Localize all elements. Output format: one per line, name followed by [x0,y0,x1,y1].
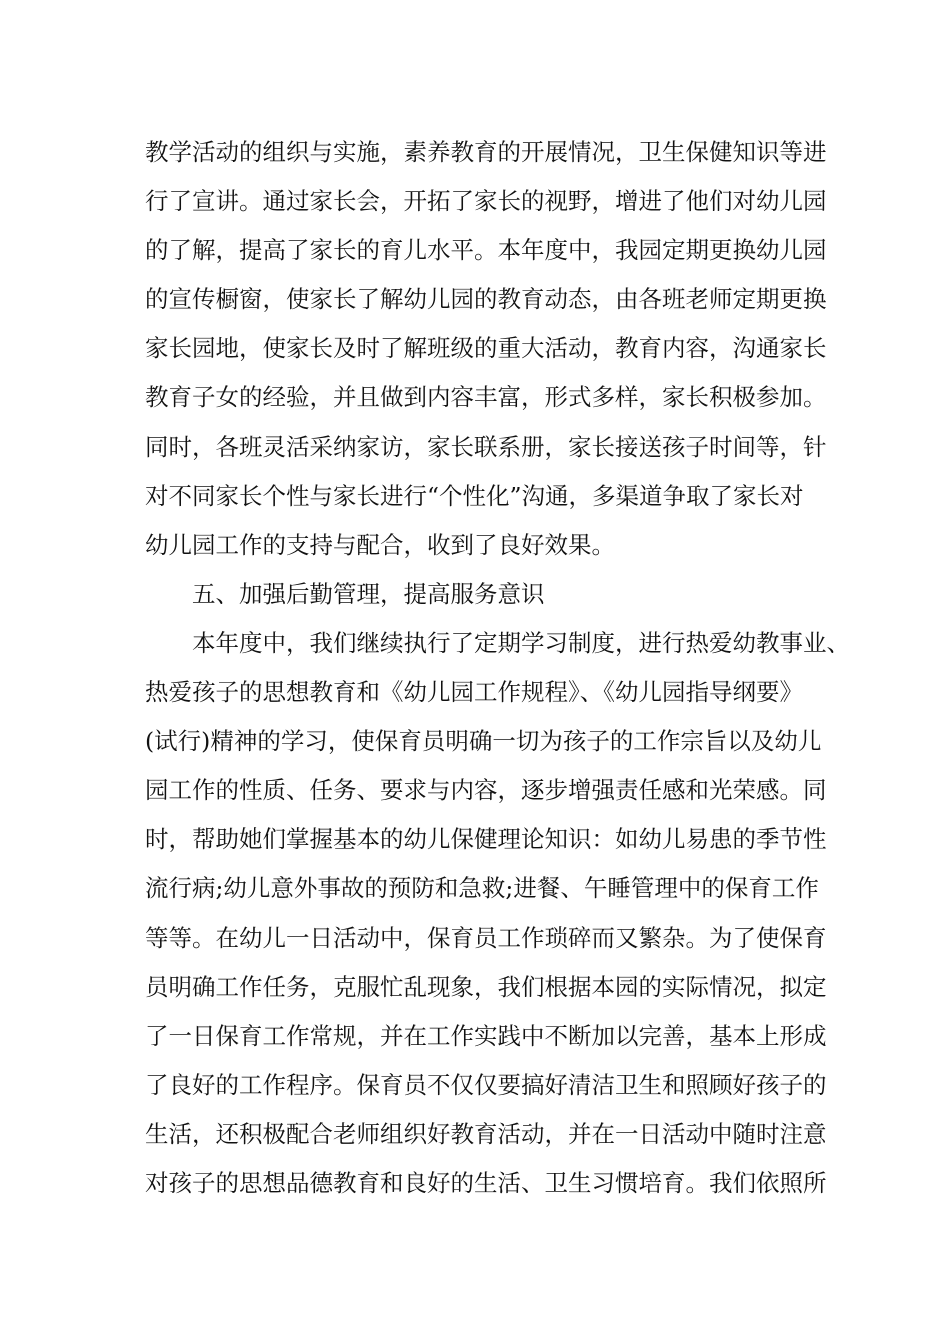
text-line: 热爱孩子的思想教育和《幼儿园工作规程》、《幼儿园指导纲要》 [145,678,803,707]
text-line: 教学活动的组织与实施，素养教育的开展情况，卫生保健知识等进 [145,138,827,166]
text-line: 了良好的工作程序。保育员不仅仅要搞好清洁卫生和照顾好孩子的 [145,1070,827,1099]
text-line: 对不同家长个性与家长进行“个性化”沟通，多渠道争取了家长对 [145,481,804,510]
text-line: 员明确工作任务，克服忙乱现象，我们根据本园的实际情况，拟定 [145,972,827,1001]
text-line: 家长园地，使家长及时了解班级的重大活动，教育内容，沟通家长 [145,334,827,363]
text-line: 园工作的性质、任务、要求与内容，逐步增强责任感和光荣感。同 [145,776,827,805]
text-line: 教育子女的经验，并且做到内容丰富，形式多样，家长积极参加。 [145,383,827,412]
text-line: 时，帮助她们掌握基本的幼儿保健理论知识：如幼儿易患的季节性 [145,825,827,854]
text-line: 的宣传橱窗，使家长了解幼儿园的教育动态，由各班老师定期更换 [145,285,827,314]
section-heading: 五、加强后勤管理，提高服务意识 [192,579,545,608]
text-line: 的了解，提高了家长的育儿水平。本年度中，我园定期更换幼儿园 [145,236,827,265]
text-line: 行了宣讲。通过家长会，开拓了家长的视野，增进了他们对幼儿园 [145,187,827,216]
text-line: 幼儿园工作的支持与配合，收到了良好效果。 [145,530,615,559]
paragraph-first-line: 本年度中，我们继续执行了定期学习制度，进行热爱幼教事业、 [192,628,850,657]
text-line: 对孩子的思想品德教育和良好的生活、卫生习惯培育。我们依照所 [145,1168,827,1197]
text-line: 同时，各班灵活采纳家访，家长联系册，家长接送孩子时间等，针 [145,432,827,461]
text-line: (试行)精神的学习，使保育员明确一切为孩子的工作宗旨以及幼儿 [145,727,822,756]
text-line: 生活，还积极配合老师组织好教育活动，并在一日活动中随时注意 [145,1119,827,1148]
text-line: 流行病;幼儿意外事故的预防和急救;进餐、午睡管理中的保育工作 [145,874,819,903]
text-line: 等等。在幼儿一日活动中，保育员工作琐碎而又繁杂。为了使保育 [145,923,827,952]
text-line: 了一日保育工作常规，并在工作实践中不断加以完善，基本上形成 [145,1021,827,1050]
body-text [145,128,850,1208]
